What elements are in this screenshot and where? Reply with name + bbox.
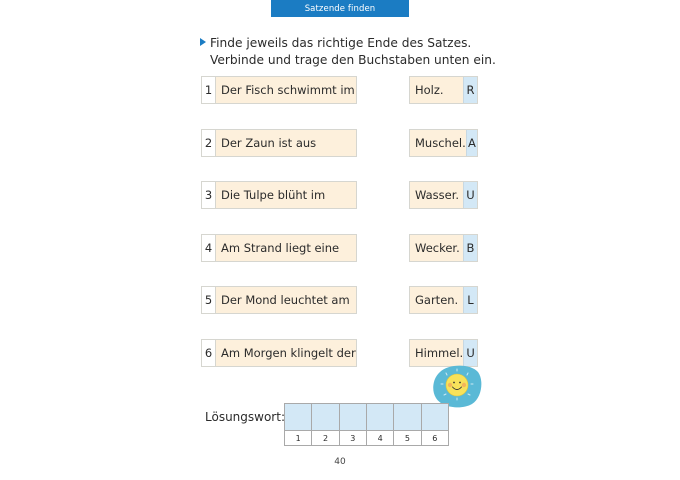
page-number: 40: [334, 457, 346, 467]
instruction-line-2: Verbinde und trage den Buchstaben unten ein.: [210, 53, 496, 67]
sentence-start-4[interactable]: [201, 234, 357, 262]
sentence-end-letter: U: [463, 340, 477, 366]
sentence-number: 6: [202, 340, 216, 366]
sentence-end-letter: R: [463, 77, 477, 103]
sentence-number: 3: [202, 182, 216, 208]
instruction-line-1: Finde jeweils das richtige Ende des Satzes.: [210, 36, 472, 50]
solution-label: Lösungswort:: [205, 410, 285, 424]
sentence-number: 5: [202, 287, 216, 313]
index-cell: 4: [367, 431, 394, 445]
sentence-end-letter: A: [466, 130, 477, 156]
bullet-arrow-icon: [200, 38, 206, 46]
sentence-end-word: Himmel.: [415, 346, 464, 360]
answer-cell-5[interactable]: [394, 404, 421, 431]
answer-cell-1[interactable]: [285, 404, 312, 431]
sentence-number: 1: [202, 77, 216, 103]
sentence-number: 2: [202, 130, 216, 156]
sentence-start-6[interactable]: [201, 339, 357, 367]
index-cell: 2: [312, 431, 339, 445]
sentence-end-word: Wasser.: [415, 188, 460, 202]
sun-smiley-icon: [432, 364, 482, 408]
index-cell: 6: [422, 431, 448, 445]
sentence-end-letter: U: [463, 182, 477, 208]
sentence-end-1[interactable]: [409, 76, 478, 104]
index-row: [285, 431, 448, 445]
sentence-start-1[interactable]: [201, 76, 357, 104]
sentence-start-text: Die Tulpe blüht im: [221, 188, 326, 202]
sentence-end-word: Muschel.: [415, 136, 466, 150]
sentence-start-text: Am Strand liegt eine: [221, 241, 340, 255]
instruction-text: [200, 35, 496, 69]
answer-row: [285, 404, 448, 431]
sentence-end-2[interactable]: [409, 129, 478, 157]
sentence-end-letter: B: [463, 235, 477, 261]
sentence-number: 4: [202, 235, 216, 261]
sentence-end-3[interactable]: [409, 181, 478, 209]
solution-grid: [284, 403, 449, 446]
answer-cell-6[interactable]: [422, 404, 448, 431]
sentence-end-word: Wecker.: [415, 241, 460, 255]
sentence-start-text: Der Mond leuchtet am: [221, 293, 350, 307]
sentence-end-6[interactable]: [409, 339, 478, 367]
section-title-bar: [271, 0, 409, 17]
sentence-end-word: Holz.: [415, 83, 444, 97]
index-cell: 5: [394, 431, 421, 445]
sentence-end-5[interactable]: [409, 286, 478, 314]
answer-cell-4[interactable]: [367, 404, 394, 431]
sentence-start-2[interactable]: [201, 129, 357, 157]
sentence-start-5[interactable]: [201, 286, 357, 314]
answer-cell-2[interactable]: [312, 404, 339, 431]
sentence-start-3[interactable]: [201, 181, 357, 209]
section-title: Satzende finden: [304, 3, 376, 14]
sentence-end-letter: L: [463, 287, 477, 313]
index-cell: 3: [340, 431, 367, 445]
answer-cell-3[interactable]: [340, 404, 367, 431]
sentence-start-text: Am Morgen klingelt der: [221, 346, 356, 360]
sentence-end-word: Garten.: [415, 293, 459, 307]
sentence-end-4[interactable]: [409, 234, 478, 262]
index-cell: 1: [285, 431, 312, 445]
sentence-start-text: Der Fisch schwimmt im: [221, 83, 355, 97]
sentence-start-text: Der Zaun ist aus: [221, 136, 317, 150]
